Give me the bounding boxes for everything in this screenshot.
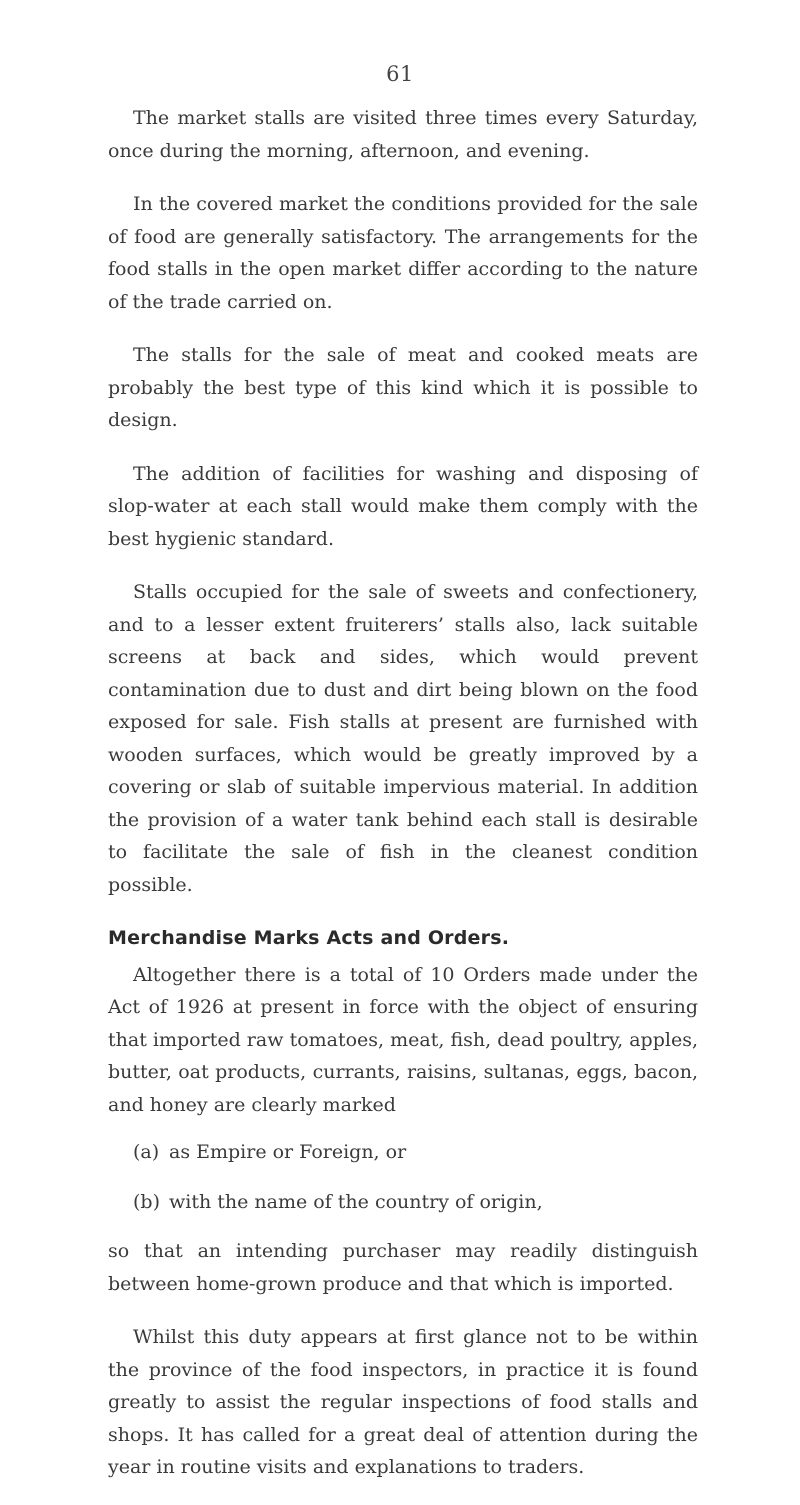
section-heading: Merchandise Marks Acts and Orders.: [108, 927, 510, 949]
paragraph-continuation: so that an intending purchaser may readily distinguish between home-grown produce and that which is imported.: [108, 1240, 698, 1295]
body-text: [108, 102, 698, 1505]
list-item: [108, 1136, 698, 1169]
list-marker: (b): [133, 1190, 160, 1213]
paragraph-washing-facilities: The addition of facilities for washing and disposing of slop-water at each stall would make them comply with the best hygienic standard.: [108, 462, 698, 550]
list-marker: (a): [133, 1141, 160, 1163]
list-item-text: with the name of the country of origin,: [169, 1190, 543, 1213]
list-item-text: as Empire or Foreign, or: [169, 1141, 407, 1163]
paragraph-market-visits: The market stalls are visited three times every Saturday, once during the morning, afternoon, and evening.: [108, 107, 698, 162]
paragraph-covered-market: In the covered market the conditions provided for the sale of food are generally satisfactory. The arrangements for the food stalls in the open market differ according to the nature of the trade carried on.: [108, 193, 698, 313]
page-number: 61: [386, 62, 414, 86]
paragraph-merchandise-intro: Altogether there is a total of 10 Orders made under the Act of 1926 at present in force with the object of ensuring that imported raw tomatoes, meat, fish, dead poultry, apples, butter, oat products, currants, raisins, sultanas, eggs, bacon, and honey are clearly marked: [108, 963, 698, 1116]
paragraph-sweets-fish-stalls: Stalls occupied for the sale of sweets and confectionery, and to a lesser extent fruiterers’ stalls also, lack suitable screens at back and sides, which would prevent contamination due to dust and dirt being blown on the food exposed for sale. Fish stalls at present are furnished with wooden surfaces, which would be greatly improved by a covering or slab of suitable impervious material. In addition the provision of a water tank behind each stall is desirable to facilitate the sale of fish in the cleanest condition possible.: [108, 581, 698, 896]
paragraph-closing: Whilst this duty appears at first glance not to be within the province of the food inspectors, in practice it is found greatly to assist the regular inspections of food stalls and shops. It has called for a great deal of attention during the year in routine visits and explanations to traders.: [108, 1326, 698, 1478]
list-item: [108, 1186, 698, 1219]
paragraph-meat-stalls: The stalls for the sale of meat and cooked meats are probably the best type of this kind which it is possible to design.: [108, 344, 698, 431]
